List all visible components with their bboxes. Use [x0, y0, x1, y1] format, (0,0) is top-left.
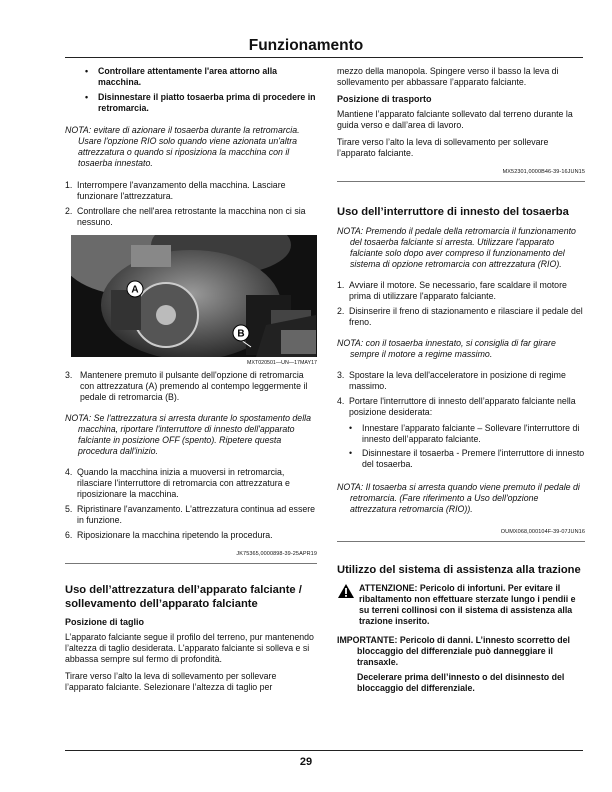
step-item: 3. Mantenere premuto il pulsante dell'opzione di retromarcia con attrezzatura (A) premendo al contempo leggermente il pedale di retromarcia (B). [65, 370, 308, 402]
step-item: 1. Avviare il motore. Se necessario, fare scaldare il motore prima di utilizzare l'apparato falciante. [337, 279, 567, 301]
footer-rule [65, 750, 583, 751]
callout-b: B [237, 328, 245, 340]
figure-rio-controls [71, 235, 317, 369]
header-rule [65, 57, 583, 58]
bullet-item: • Disinnestare il tosaerba - Premere l'interruttore di innesto del tosaerba. [349, 447, 585, 469]
step-item: 1. Interrompere l'avanzamento della macchina. Lasciare funzionare l'attrezzatura. [65, 180, 286, 201]
bullet-item: • Disinnestare il piatto tosaerba prima di procedere in retromarcia. [85, 92, 316, 113]
step-item: 3. Spostare la leva dell'acceleratore in posizione di regime massimo. [337, 369, 566, 391]
page-title: Funzionamento [248, 37, 364, 54]
step-item: 4. Portare l'interruttore di innesto dell’apparato falciante nella posizione desiderata: [337, 395, 576, 417]
paragraph: Tirare verso l’alto la leva di sollevamento per sollevare l’apparato falciante. Selezionare l’altezza di taglio per [65, 671, 277, 692]
important-instruction: Decelerare prima dell’innesto o del disinnesto del bloccaggio del differenziale. [357, 672, 565, 693]
paragraph: L’apparato falciante segue il profilo del terreno, pur mantenendo l’altezza di taglio desiderata. L'apparato falciante si solleva e si abbassa sempre sul fermo di profondità. [65, 632, 314, 664]
step-item: 6. Riposizionare la macchina ripetendo la procedura. [65, 530, 273, 540]
bullet-item: • Innestare l’apparato falciante – Sollevare l'interruttore di innesto dell’apparato falciante. [349, 422, 580, 444]
reference-code: OUMX068,000104F-39-07JUN16 [337, 527, 585, 542]
important-text: IMPORTANTE: Pericolo di danni. L’innesto scorretto del bloccaggio del differenziale può danneggiare il transaxle. [337, 635, 570, 667]
sub-heading: Posizione di taglio [65, 617, 145, 627]
step-item: 5. Ripristinare l'avanzamento. L'attrezzatura continua ad essere in funzione. [65, 504, 316, 525]
section-heading: Uso dell’attrezzatura dell’apparato falciante / sollevamento dell’apparato falciante [65, 584, 302, 610]
note-rio: NOTA: evitare di azionare il tosaerba durante la retromarcia. Usare l'opzione RIO solo quando viene azionata un'altra attrezzatura o quando si riposiziona la macchina con il tosaerba innestato. [65, 125, 300, 168]
right-column [337, 66, 585, 694]
callout-a: A [131, 284, 139, 296]
paragraph: Mantiene l’apparato falciante sollevato dal terreno durante la guida verso e dall’area di lavoro. [337, 109, 573, 130]
sub-heading: Posizione di trasporto [337, 94, 432, 104]
step-item: 2. Controllare che nell'area retrostante la macchina non ci sia nessuno. [65, 206, 306, 227]
left-column [65, 66, 317, 693]
note-stop: NOTA: Se l'attrezzatura si arresta durante lo spostamento della macchina, riportare l'interruttore di innesto dell'apparato falciante in posizione OFF (spento). Ripetere questa procedura dall'inizio. [65, 413, 311, 456]
bullet-item: • Controllare attentamente l'area attorno alla macchina. [85, 66, 278, 87]
section-heading: Utilizzo del sistema di assistenza alla trazione [337, 563, 581, 576]
paragraph: mezzo della manopola. Spingere verso il basso la leva di sollevamento per abbassare l’apparato falciante. [337, 66, 559, 87]
paragraph: Tirare verso l’alto la leva di sollevamento per sollevare l’apparato falciante. [337, 137, 549, 158]
warning-block [337, 583, 585, 627]
note-engine: NOTA: con il tosaerba innestato, si consiglia di far girare sempre il motore a regime massimo. [337, 337, 556, 359]
note-reverse: NOTA: Premendo il pedale della retromarcia il funzionamento del tosaerba falciante si arresta. Utilizzare l'apparato falciante solo dopo aver compreso il funzionamento del sistema di opzione retromarcia con attrezzatura (RIO). [337, 225, 576, 269]
section-heading: Uso dell’interruttore di innesto del tosaerba [337, 206, 569, 218]
step-item: 2. Disinserire il freno di stazionamento e rilasciare il pedale del freno. [337, 305, 583, 327]
figure-id: MXT020501—UN—17MAY17 [247, 360, 317, 366]
photo-seat-controls [71, 235, 317, 357]
reference-code: JK75365,0000898-39-25APR19 [65, 549, 317, 564]
note-mower-stop: NOTA: Il tosaerba si arresta quando viene premuto il pedale di retromarcia. (Fare riferimento a Uso dell'opzione attrezzatura retromarcia (RIO)). [337, 481, 580, 514]
page-number: 29 [299, 756, 313, 768]
step-item: 4. Quando la macchina inizia a muoversi in retromarcia, rilasciare l'interruttore di retromarcia con attrezzatura e riposizionare la macchina. [65, 467, 290, 499]
warning-triangle-icon [337, 583, 359, 627]
warning-text: ATTENZIONE: Pericolo di infortuni. Per evitare il ribaltamento non effettuare sterzate lungo i pendii e su terreni collinosi con il sistema di assistenza alla trazione inserito. [359, 583, 576, 626]
reference-code: MX52301,0000B46-39-16JUN15 [337, 167, 585, 182]
